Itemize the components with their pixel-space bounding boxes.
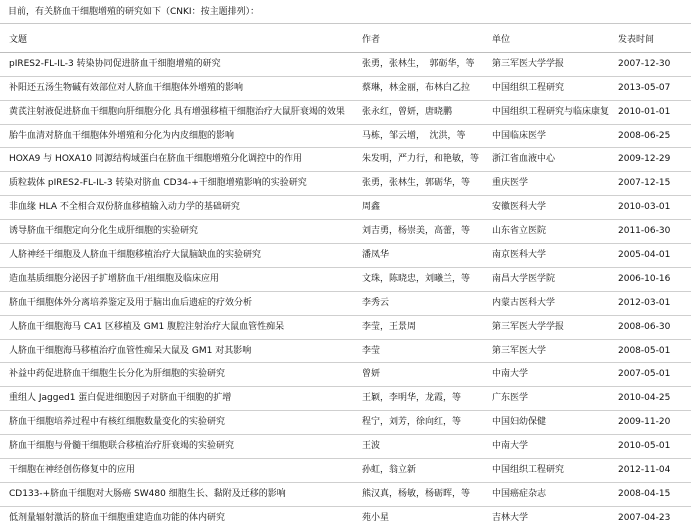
cell-unit: 广东医学 bbox=[492, 393, 529, 404]
column-header-date: 发表时间 bbox=[618, 34, 655, 45]
cell-author: 李秀云 bbox=[362, 297, 390, 308]
top-divider bbox=[0, 23, 691, 24]
cell-author: 蔡琳，林金丽，布林白乙拉 bbox=[362, 82, 471, 93]
cell-title: 脐血干细胞与骨髓干细胞联合移植治疗肝衰竭的实验研究 bbox=[9, 441, 235, 452]
table-row bbox=[0, 148, 691, 172]
cell-date: 2010-01-01 bbox=[618, 106, 671, 117]
table-row bbox=[0, 482, 691, 506]
cell-date: 2009-11-20 bbox=[618, 417, 671, 428]
intro-text: 目前，有关脐血干细胞增殖的研究如下（CNKI：按主题排列）： bbox=[8, 7, 260, 17]
cell-title: 人脐神经干细胞及人脐血干细胞移植治疗大鼠脑缺血的实验研究 bbox=[9, 249, 262, 260]
table-row bbox=[0, 124, 691, 148]
cell-title: 重组人 Jagged1 蛋白促进细胞因子对脐血干细胞的扩增 bbox=[9, 393, 232, 404]
table-row bbox=[0, 52, 691, 76]
cell-title: pIRES2-FL-IL-3 转染协同促进脐血干细胞增殖的研究 bbox=[9, 58, 221, 69]
cell-unit: 中国临床医学 bbox=[492, 130, 547, 141]
cell-date: 2008-04-15 bbox=[618, 488, 671, 499]
table-row bbox=[0, 411, 691, 435]
cell-unit: 安徽医科大学 bbox=[492, 202, 547, 213]
table-row bbox=[0, 459, 691, 483]
cell-date: 2013-05-07 bbox=[618, 82, 671, 93]
cell-title: 干细胞在神经创伤修复中的应用 bbox=[9, 464, 136, 475]
cell-unit: 中国组织工程研究 bbox=[492, 82, 565, 93]
cell-title: 造血基质细胞分泌因子扩增脐血干/祖细胞及临床应用 bbox=[9, 273, 220, 284]
cell-date: 2007-12-30 bbox=[618, 58, 671, 69]
cell-unit: 第三军医大学 bbox=[492, 345, 547, 356]
cell-author: 曾妍 bbox=[362, 369, 381, 380]
cell-author: 张勇，张林生，郭砺华，等 bbox=[362, 178, 471, 189]
cell-date: 2012-11-04 bbox=[618, 464, 671, 475]
cell-unit: 中国组织工程研究 bbox=[492, 464, 565, 475]
cell-title: 脐血干细胞体外分离培养鉴定及用于脑出血后遗症的疗效分析 bbox=[9, 297, 253, 308]
cell-author: 周鑫 bbox=[362, 202, 381, 213]
cell-title: 补益中药促进脐血干细胞生长分化为肝细胞的实验研究 bbox=[9, 369, 226, 380]
cell-author: 马栋，邹云增， 沈洪，等 bbox=[362, 130, 466, 141]
cell-author: 张勇，张林生， 郭砺华，等 bbox=[362, 58, 475, 69]
cell-date: 2010-03-01 bbox=[618, 202, 671, 213]
column-header-author: 作者 bbox=[362, 34, 381, 45]
cell-unit: 中南大学 bbox=[492, 441, 529, 452]
column-header-title: 文题 bbox=[9, 34, 28, 45]
cell-unit: 内蒙古医科大学 bbox=[492, 297, 556, 308]
cell-author: 刘吉勇，杨崇美，高蕾，等 bbox=[362, 226, 471, 237]
table-row bbox=[0, 267, 691, 291]
cell-title: 人脐血干细胞海马移植治疗血管性痴呆大鼠及 GM1 对其影响 bbox=[9, 345, 252, 356]
table-row bbox=[0, 220, 691, 244]
cell-date: 2010-04-25 bbox=[618, 393, 671, 404]
table-row bbox=[0, 315, 691, 339]
cell-date: 2009-12-29 bbox=[618, 154, 671, 165]
cell-author: 朱发明，严力行，和艳敏，等 bbox=[362, 154, 480, 165]
cell-unit: 中南大学 bbox=[492, 369, 529, 380]
cell-title: 质粒载体 pIRES2-FL-IL-3 转染对脐血 CD34-+干细胞增殖影响的实验研究 bbox=[9, 178, 307, 189]
cell-title: HOXA9 与 HOXA10 同源结构域蛋白在脐血干细胞增殖分化调控中的作用 bbox=[9, 154, 302, 165]
table-row bbox=[0, 76, 691, 100]
cell-date: 2007-04-23 bbox=[618, 512, 671, 523]
table-row bbox=[0, 435, 691, 459]
cell-author: 王波 bbox=[362, 441, 381, 452]
cell-author: 孙虹，翁立新 bbox=[362, 464, 417, 475]
cell-unit: 重庆医学 bbox=[492, 178, 529, 189]
cell-title: 脐血干细胞培养过程中有核红细胞数量变化的实验研究 bbox=[9, 417, 226, 428]
column-header-unit: 单位 bbox=[492, 34, 511, 45]
cell-title: 胎牛血清对脐血干细胞体外增殖和分化为内皮细胞的影响 bbox=[9, 130, 235, 141]
cell-author: 王颖，李明华，龙霞，等 bbox=[362, 393, 462, 404]
cell-title: 低剂量辐射激活的脐血干细胞重建造血功能的体内研究 bbox=[9, 512, 226, 523]
cell-unit: 中国癌症杂志 bbox=[492, 488, 547, 499]
cell-unit: 南京医科大学 bbox=[492, 249, 547, 260]
research-table bbox=[0, 29, 691, 530]
cell-unit: 第三军医大学学报 bbox=[492, 321, 565, 332]
cell-date: 2008-05-01 bbox=[618, 345, 671, 356]
table-row bbox=[0, 100, 691, 124]
cell-unit: 吉林大学 bbox=[492, 512, 529, 523]
cell-date: 2010-05-01 bbox=[618, 441, 671, 452]
table-row bbox=[0, 339, 691, 363]
cell-author: 李莹，王景周 bbox=[362, 321, 417, 332]
cell-date: 2008-06-25 bbox=[618, 130, 671, 141]
table-row bbox=[0, 291, 691, 315]
table-row bbox=[0, 363, 691, 387]
table-row bbox=[0, 172, 691, 196]
cell-date: 2007-05-01 bbox=[618, 369, 671, 380]
cell-date: 2008-06-30 bbox=[618, 321, 671, 332]
cell-unit: 山东省立医院 bbox=[492, 226, 547, 237]
cell-date: 2007-12-15 bbox=[618, 178, 671, 189]
table-row bbox=[0, 196, 691, 220]
table-row bbox=[0, 387, 691, 411]
cell-unit: 南昌大学医学院 bbox=[492, 273, 556, 284]
cell-date: 2005-04-01 bbox=[618, 249, 671, 260]
cell-author: 苑小星 bbox=[362, 512, 390, 523]
cell-title: 诱导脐血干细胞定向分化生成肝细胞的实验研究 bbox=[9, 226, 199, 237]
table-body bbox=[0, 52, 691, 529]
cell-date: 2006-10-16 bbox=[618, 273, 671, 284]
cell-author: 李莹 bbox=[362, 345, 381, 356]
cell-title: 非血缘 HLA 不全相合双份脐血移植输入动力学的基础研究 bbox=[9, 202, 240, 213]
cell-unit: 浙江省血液中心 bbox=[492, 154, 556, 165]
table-row bbox=[0, 244, 691, 268]
cell-author: 程宁，刘芳，徐向红，等 bbox=[362, 417, 462, 428]
cell-author: 张永红，曾妍，唐晓鹏 bbox=[362, 106, 453, 117]
cell-author: 文珠，陈晓忠，刘曦兰，等 bbox=[362, 273, 471, 284]
table-header-row bbox=[0, 29, 691, 52]
cell-title: 黄芪注射液促进脐血干细胞向肝细胞分化 具有增强移植干细胞治疗大鼠肝衰竭的效果 bbox=[9, 106, 345, 117]
cell-unit: 第三军医大学学报 bbox=[492, 58, 565, 69]
cell-title: CD133-+脐血干细胞对大肠癌 SW480 细胞生长、黏附及迁移的影响 bbox=[9, 488, 286, 499]
cell-date: 2012-03-01 bbox=[618, 297, 671, 308]
cell-title: 人脐血干细胞海马 CA1 区移植及 GM1 腹腔注射治疗大鼠血管性痴呆 bbox=[9, 321, 285, 332]
cell-title: 补阳还五汤生物碱有效部位对人脐血干细胞体外增殖的影响 bbox=[9, 82, 244, 93]
cell-author: 潘凤华 bbox=[362, 249, 390, 260]
cell-unit: 中国组织工程研究与临床康复 bbox=[492, 106, 610, 117]
table-row bbox=[0, 506, 691, 529]
cell-date: 2011-06-30 bbox=[618, 226, 671, 237]
cell-unit: 中国妇幼保健 bbox=[492, 417, 547, 428]
cell-author: 熊汉真，杨敏，杨砺晖，等 bbox=[362, 488, 471, 499]
